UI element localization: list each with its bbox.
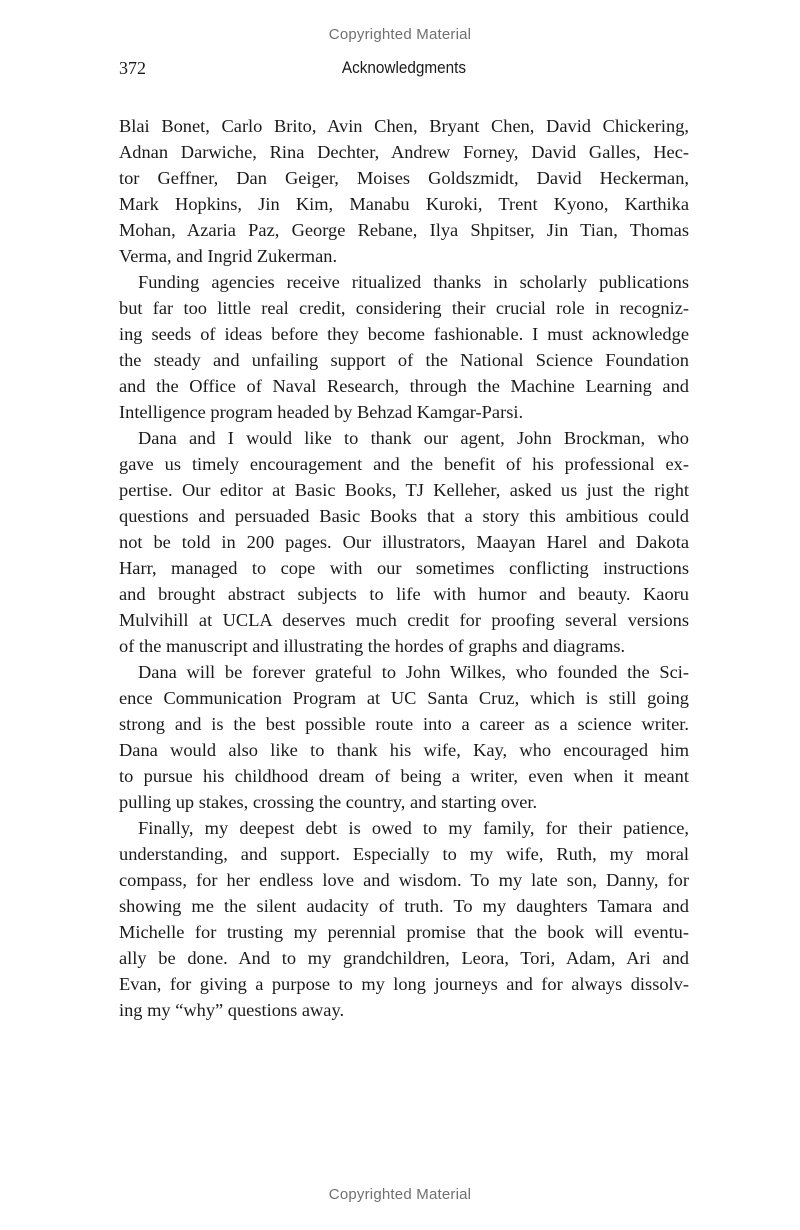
- text-line: Blai Bonet, Carlo Brito, Avin Chen, Bryant Chen, David Chickering,: [119, 116, 689, 136]
- text-line: Dana would also like to thank his wife, Kay, who encouraged him: [119, 740, 689, 760]
- paragraph: [119, 425, 689, 659]
- text-line: Evan, for giving a purpose to my long journeys and for always dissolv-: [119, 974, 689, 994]
- text-line: questions and persuaded Basic Books that a story this ambitious could: [119, 506, 689, 526]
- section-title: Acknowledgments: [341, 58, 467, 77]
- copyright-notice-bottom: Copyrighted Material: [328, 1186, 472, 1203]
- text-line: ence Communication Program at UC Santa Cruz, which is still going: [119, 688, 689, 708]
- text-line: compass, for her endless love and wisdom. To my late son, Danny, for: [119, 870, 689, 890]
- text-line: of the manuscript and illustrating the hordes of graphs and diagrams.: [119, 636, 626, 656]
- text-line: understanding, and support. Especially to my wife, Ruth, my moral: [119, 844, 689, 864]
- text-line: Verma, and Ingrid Zukerman.: [119, 246, 338, 266]
- paragraph: [119, 815, 689, 1023]
- page-number: 372: [119, 58, 146, 78]
- text-line: Adnan Darwiche, Rina Dechter, Andrew Forney, David Galles, Hec-: [119, 142, 689, 162]
- paragraph: [119, 659, 689, 815]
- text-line: Finally, my deepest debt is owed to my family, for their patience,: [138, 818, 689, 838]
- text-line: to pursue his childhood dream of being a writer, even when it meant: [119, 766, 689, 786]
- text-line: strong and is the best possible route into a career as a science writer.: [119, 714, 689, 734]
- text-line: Mark Hopkins, Jin Kim, Manabu Kuroki, Trent Kyono, Karthika: [119, 194, 689, 214]
- text-line: Intelligence program headed by Behzad Kamgar-Parsi.: [119, 402, 524, 422]
- text-line: and brought abstract subjects to life with humor and beauty. Kaoru: [119, 584, 689, 604]
- text-line: showing me the silent audacity of truth. To my daughters Tamara and: [119, 896, 689, 916]
- copyright-notice-top: Copyrighted Material: [328, 26, 472, 43]
- text-line: the steady and unfailing support of the National Science Foundation: [119, 350, 689, 370]
- text-line: pertise. Our editor at Basic Books, TJ Kelleher, asked us just the right: [119, 480, 689, 500]
- text-line: Michelle for trusting my perennial promise that the book will eventu-: [119, 922, 689, 942]
- text-line: ing my “why” questions away.: [119, 1000, 345, 1020]
- text-line: ally be done. And to my grandchildren, Leora, Tori, Adam, Ari and: [119, 948, 689, 968]
- text-line: Harr, managed to cope with our sometimes conflicting instructions: [119, 558, 689, 578]
- text-line: ing seeds of ideas before they become fashionable. I must acknowledge: [119, 324, 689, 344]
- text-line: not be told in 200 pages. Our illustrators, Maayan Harel and Dakota: [119, 532, 689, 552]
- text-line: Dana and I would like to thank our agent, John Brockman, who: [138, 428, 689, 448]
- text-line: gave us timely encouragement and the benefit of his professional ex-: [119, 454, 689, 474]
- text-line: Funding agencies receive ritualized thanks in scholarly publications: [138, 272, 689, 292]
- paragraph: [119, 113, 689, 269]
- running-head: [119, 58, 689, 84]
- text-line: Mulvihill at UCLA deserves much credit for proofing several versions: [119, 610, 689, 630]
- text-line: but far too little real credit, considering their crucial role in recogniz-: [119, 298, 689, 318]
- text-line: Dana will be forever grateful to John Wilkes, who founded the Sci-: [138, 662, 689, 682]
- text-line: pulling up stakes, crossing the country, and starting over.: [119, 792, 538, 812]
- text-line: tor Geffner, Dan Geiger, Moises Goldszmidt, David Heckerman,: [119, 168, 689, 188]
- acknowledgments-body: [119, 113, 689, 1023]
- paragraph: [119, 269, 689, 425]
- text-line: and the Office of Naval Research, through the Machine Learning and: [119, 376, 689, 396]
- text-line: Mohan, Azaria Paz, George Rebane, Ilya Shpitser, Jin Tian, Thomas: [119, 220, 689, 240]
